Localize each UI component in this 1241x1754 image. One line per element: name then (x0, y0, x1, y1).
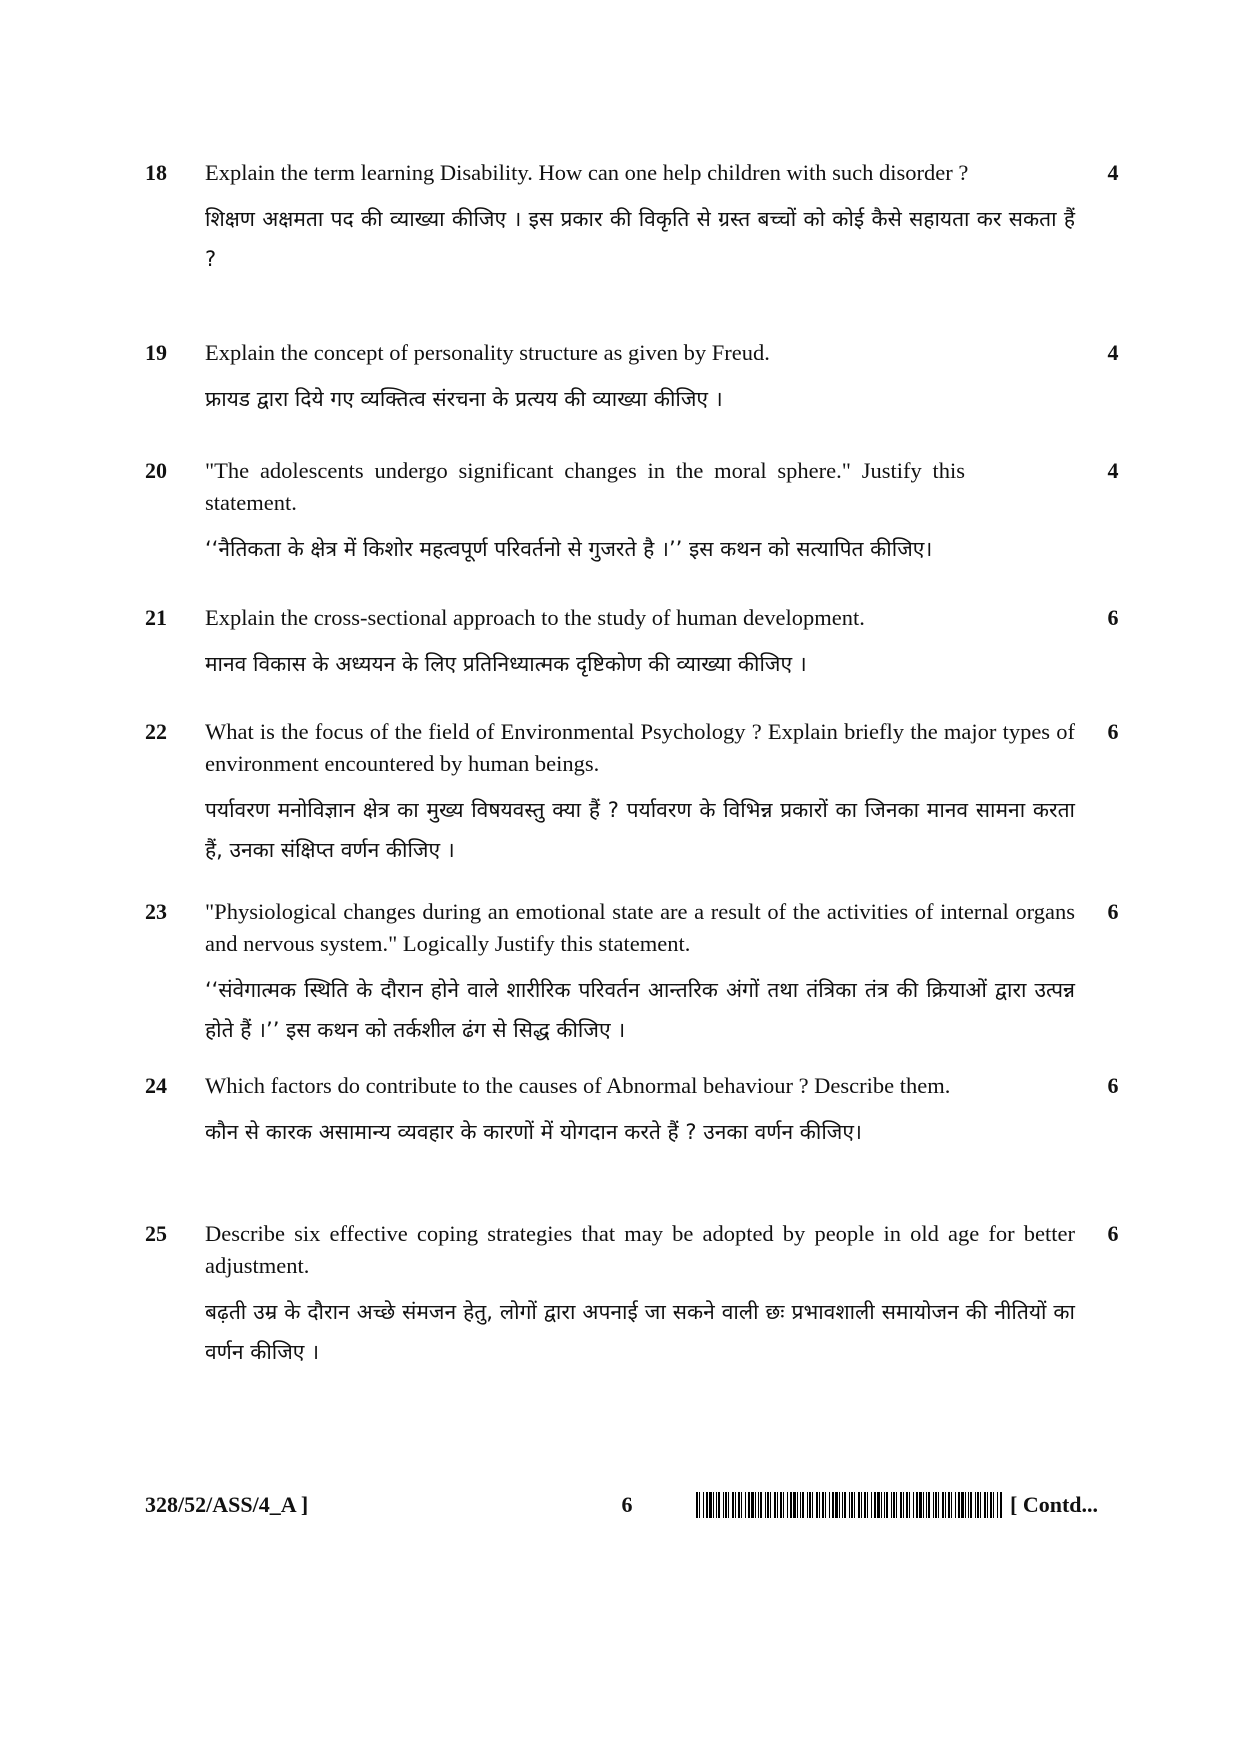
question-text-hindi: पर्यावरण मनोविज्ञान क्षेत्र का मुख्य विषयवस्तु क्या हैं ? पर्यावरण के विभिन्न प्रकारों का जिनका मानव सामना करता हैं, उनका संक्षिप्त वर्णन कीजिए । (205, 798, 1075, 862)
page-footer (0, 1488, 1241, 1528)
question-body (205, 337, 1075, 419)
question-number: 20 (145, 458, 167, 483)
question-body (205, 1070, 1075, 1152)
question-text-hindi: फ्रायड द्वारा दिये गए व्यक्तित्व संरचना के प्रत्यय की व्याख्या कीजिए । (205, 387, 723, 411)
question-text-hindi: ‘‘नैतिकता के क्षेत्र में किशोर महत्वपूर्ण परिवर्तनो से गुजरते है ।’’ इस कथन को सत्यापित कीजिए। (205, 537, 933, 561)
barcode (696, 1492, 1002, 1518)
paper-code: 328/52/ASS/4_A ] (145, 1492, 309, 1517)
question-text-hindi: ‘‘संवेगात्मक स्थिति के दौरान होने वाले शारीरिक परिवर्तन आन्तरिक अंगों तथा तंत्रिका तंत्र की क्रियाओं द्वारा उत्पन्न होते हैं ।’’ इस कथन को तर्कशील ढंग से सिद्ध कीजिए । (205, 978, 1075, 1042)
question-text-english: Describe six effective coping strategies that may be adopted by people in old age for better adjustment. (205, 1221, 1075, 1278)
question-body (205, 455, 1075, 569)
question-text-hindi: कौन से कारक असामान्य व्यवहार के कारणों में योगदान करते हैं ? उनका वर्णन कीजिए। (205, 1120, 862, 1144)
question-marks: 4 (1107, 340, 1119, 365)
question-body (205, 1218, 1075, 1372)
question-text-english: Which factors do contribute to the causes of Abnormal behaviour ? Describe them. (205, 1073, 951, 1098)
question-text-hindi: मानव विकास के अध्ययन के लिए प्रतिनिध्यात्मक दृष्टिकोण की व्याख्या कीजिए । (205, 652, 807, 676)
question-number: 23 (145, 899, 167, 924)
question-text-english: Explain the term learning Disability. How can one help children with such disorder ? (205, 160, 969, 185)
question-number: 21 (145, 605, 167, 630)
question-text-english: Explain the concept of personality structure as given by Freud. (205, 340, 770, 365)
question-number: 24 (145, 1073, 167, 1098)
question-number: 19 (145, 340, 167, 365)
question-marks: 6 (1107, 605, 1119, 630)
continued-label: [ Contd... (1010, 1492, 1099, 1517)
question-text-hindi: बढ़ती उम्र के दौरान अच्छे संमजन हेतु, लोगों द्वारा अपनाई जा सकने वाली छः प्रभावशाली समायोजन की नीतियों का वर्णन कीजिए । (205, 1300, 1075, 1364)
question-number: 22 (145, 719, 167, 744)
question-number: 25 (145, 1221, 167, 1246)
question-text-hindi: शिक्षण अक्षमता पद की व्याख्या कीजिए । इस प्रकार की विकृति से ग्रस्त बच्चों को कोई कैसे सहायता कर सकता हैं ? (205, 207, 1075, 271)
question-text-english: What is the focus of the field of Environmental Psychology ? Explain briefly the major types of environment encountered by human beings. (205, 719, 1075, 776)
question-marks: 4 (1107, 458, 1119, 483)
question-body (205, 716, 1075, 870)
question-marks: 6 (1107, 1221, 1119, 1246)
question-number: 18 (145, 160, 167, 185)
question-marks: 4 (1107, 160, 1119, 185)
question-body (205, 157, 1075, 279)
question-text-english: Explain the cross-sectional approach to the study of human development. (205, 605, 865, 630)
question-body (205, 896, 1075, 1050)
question-marks: 6 (1107, 899, 1119, 924)
page-number: 6 (621, 1492, 633, 1517)
question-marks: 6 (1107, 1073, 1119, 1098)
question-body (205, 602, 1075, 684)
question-text-english: "The adolescents undergo significant changes in the moral sphere." Justify this statement. (205, 458, 965, 515)
question-marks: 6 (1107, 719, 1119, 744)
question-text-english: "Physiological changes during an emotional state are a result of the activities of internal organs and nervous system." Logically Justify this statement. (205, 899, 1075, 956)
